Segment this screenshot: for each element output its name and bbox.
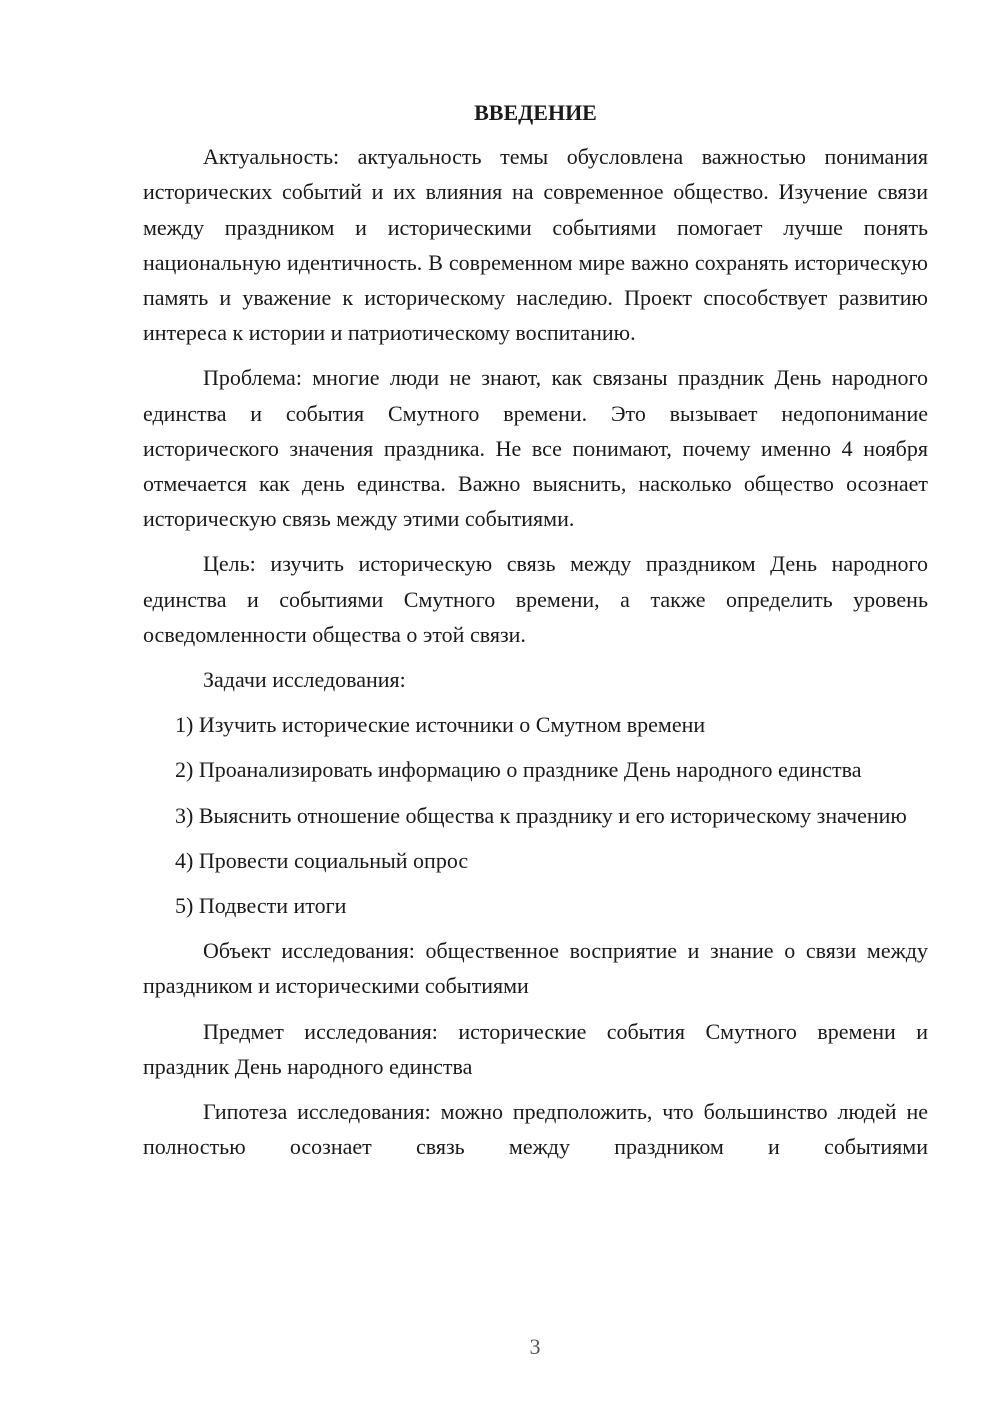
tasks-heading: Задачи исследования: <box>203 667 406 693</box>
subject-paragraph: Предмет исследования: исторические события Смутного времени и праздник День народного единства <box>143 1018 928 1079</box>
task-item: 1) Изучить исторические источники о Смутном времени <box>175 712 706 738</box>
section-title: ВВЕДЕНИЕ <box>474 100 597 125</box>
hypothesis-paragraph: Гипотеза исследования: можно предположить, что большинство людей не полностью осознает связь между праздником и событиями <box>143 1099 928 1160</box>
page-number: 3 <box>529 1334 541 1359</box>
task-item: 2) Проанализировать информацию о празднике День народного единства <box>175 757 862 783</box>
object-paragraph: Объект исследования: общественное восприятие и знание о связи между праздником и историческими событиями <box>143 938 928 999</box>
task-item: 3) Выяснить отношение общества к празднику и его историческому значению <box>175 802 907 828</box>
task-item: 4) Провести социальный опрос <box>175 847 469 873</box>
goal-paragraph: Цель: изучить историческую связь между праздником День народного единства и событиями Смутного времени, а также определить уровень осведомленности общества о этой связи. <box>143 551 928 647</box>
task-item: 5) Подвести итоги <box>175 893 347 919</box>
relevance-paragraph: Актуальность: актуальность темы обусловлена важностью понимания исторических событий и их влияния на современное общество. Изучение связи между праздником и историческими событиями помогает лучше понять национальную идентичность. В современном мире важно сохранять историческую память и уважение к историческому наследию. Проект способствует развитию интереса к истории и патриотическому воспитанию. <box>143 144 928 346</box>
document-page <box>143 95 928 1164</box>
problem-paragraph: Проблема: многие люди не знают, как связаны праздник День народного единства и события Смутного времени. Это вызывает недопонимание исторического значения праздника. Не все понимают, почему именно 4 ноября отмечается как день единства. Важно выяснить, насколько общество осознает историческую связь между этими событиями. <box>143 365 928 532</box>
